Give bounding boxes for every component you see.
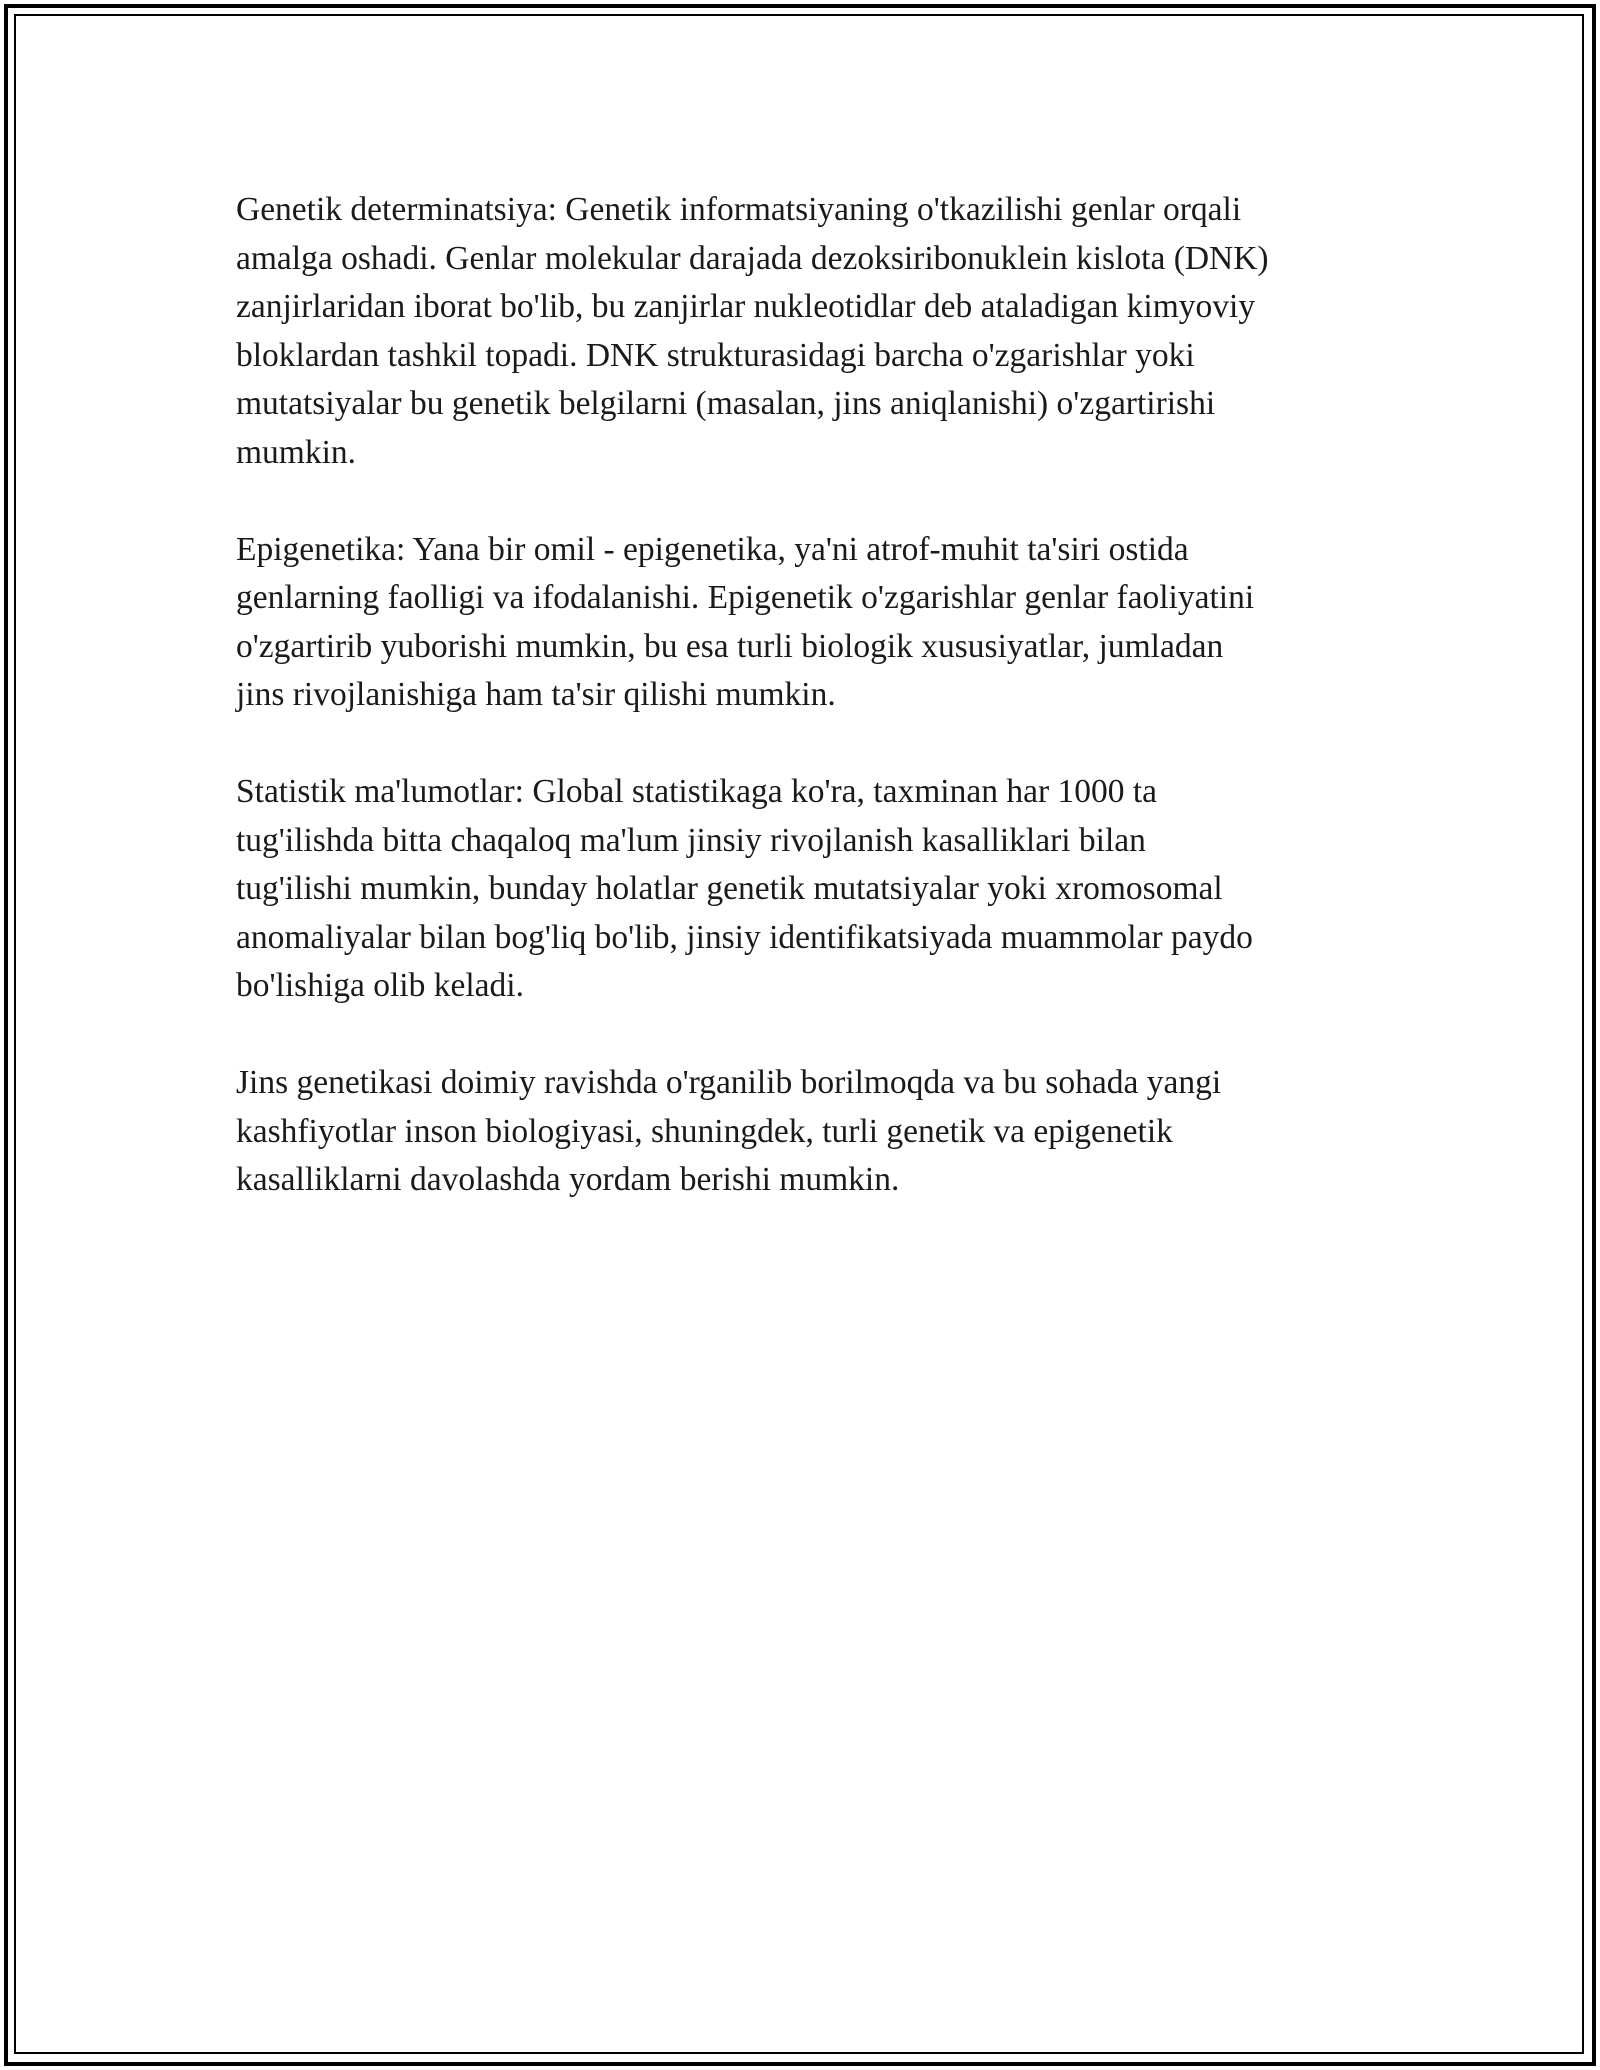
document-body <box>236 186 1386 1253</box>
paragraph-conclusion: Jins genetikasi doimiy ravishda o'rganilib borilmoqda va bu sohada yangi kashfiyotlar inson biologiyasi, shuningdek, turli genetik va epigenetik kasalliklarni davolashda yordam berishi mumkin. <box>236 1064 1222 1198</box>
paragraph-genetic-determination: Genetik determinatsiya: Genetik informatsiyaning o'tkazilishi genlar orqali amalga oshadi. Genlar molekular darajada dezoksiribonuklein kislota (DNK) zanjirlaridan iborat bo'lib, bu zanjirlar nukleotidlar deb ataladigan kimyoviy bloklardan tashkil topadi. DNK strukturasidagi barcha o'zgarishlar yoki mutatsiyalar bu genetik belgilarni (masalan, jins aniqlanishi) o'zgartirishi mumkin. <box>236 191 1269 471</box>
paragraph-epigenetics: Epigenetika: Yana bir omil - epigenetika, ya'ni atrof-muhit ta'siri ostida genlarning faolligi va ifodalanishi. Epigenetik o'zgarishlar genlar faoliyatini o'zgartirib yuborishi mumkin, bu esa turli biologik xususiyatlar, jumladan jins rivojlanishiga ham ta'sir qilishi mumkin. <box>236 530 1255 713</box>
paragraph-statistics: Statistik ma'lumotlar: Global statistikaga ko'ra, taxminan har 1000 ta tug'ilishda bitta chaqaloq ma'lum jinsiy rivojlanish kasalliklari bilan tug'ilishi mumkin, bunday holatlar genetik mutatsiyalar yoki xromosomal anomaliyalar bilan bog'liq bo'lib, jinsiy identifikatsiyada muammolar paydo bo'lishiga olib keladi. <box>236 773 1253 1004</box>
